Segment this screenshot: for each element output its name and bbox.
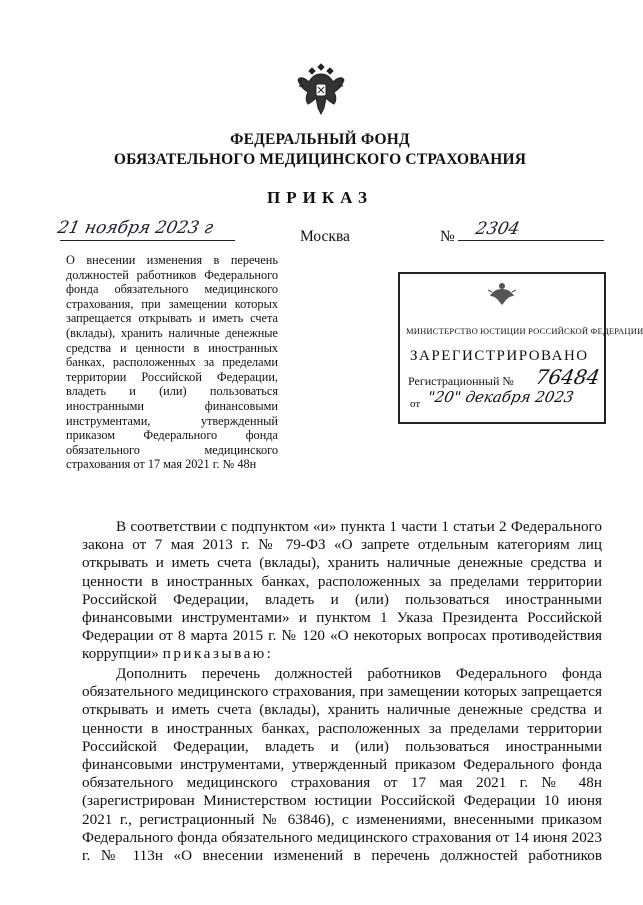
order-subject: О внесении изменения в перечень должностей работников Федерального фонда обязательного медицинского страхования, при замещении которых запрещается открывать и иметь счета (вклады), хранить наличные денежные средства и ценности в иностранных банках, расположенных за пределами территории Российской Федерации, владеть и (или) пользоваться иностранными финансовыми инструментами, утвержденный приказом Федерального фонда обязательного медицинского страхования от 17 мая 2021 г. № 48н [66, 253, 278, 472]
stamp-registered-label: ЗАРЕГИСТРИРОВАНО [410, 348, 589, 364]
body-paragraph-1 [82, 518, 602, 664]
org-name-line2: ОБЯЗАТЕЛЬНОГО МЕДИЦИНСКОГО СТРАХОВАНИЯ [113, 151, 527, 168]
document-type-title: ПРИКАЗ [267, 188, 373, 207]
stamp-emblem-icon [484, 280, 520, 306]
stamp-ministry-line: МИНИСТЕРСТВО ЮСТИЦИИ РОССИЙСКОЙ ФЕДЕРАЦИИ [406, 326, 643, 336]
org-name-line1: ФЕДЕРАЛЬНЫЙ ФОНД [230, 131, 410, 148]
number-sign: № [440, 228, 455, 245]
handwritten-date: 21 ноября 2023 г [55, 218, 216, 238]
date-underline [60, 240, 235, 241]
stamp-date-handwritten: "20" декабря 2023 [426, 388, 576, 406]
number-underline [458, 240, 604, 241]
order-directive-word: приказываю: [162, 645, 274, 663]
state-emblem-icon [296, 60, 346, 118]
body-paragraph-1-text: В соответствии с подпунктом «и» пункта 1 части 1 статьи 2 Федерального закона от 7 мая 2013 г. № 79-ФЗ «О запрете отдельным категориям лиц открывать и иметь счета (вклады), хранить наличные денежные средства и ценности в иностранных банках, расположенных за пределами территории Российской Федерации, владеть и (или) пользоваться иностранными финансовыми инструментами» и пунктом 1 Указа Президента Российской Федерации от 8 марта 2015 г. № 120 «О некоторых вопросах противодействия коррупции» [82, 518, 602, 663]
stamp-regnum-label: Регистрационный № [408, 374, 514, 388]
handwritten-order-number: 2304 [473, 219, 522, 239]
stamp-date-label: от [410, 398, 421, 410]
stamp-regnum-handwritten: 76484 [533, 365, 602, 389]
body-paragraph-2: Дополнить перечень должностей работников Федерального фонда обязательного медицинского страхования, при замещении которых запрещается открывать и иметь счета (вклады), хранить наличные денежные средства и ценности в иностранных банках, расположенных за пределами территории Российской Федерации, владеть и (или) пользоваться иностранными финансовыми инструментами, утвержденный приказом Федерального фонда обязательного медицинского страхования от 17 мая 2021 г. № 48н (зарегистрирован Министерством юстиции Российской Федерации 10 июня 2021 г., регистрационный № 63846), с изменениями, внесенными приказом Федерального фонда обязательного медицинского страхования от 14 июня 2023 г. № 113н «О внесении изменений в перечень должностей работников [82, 665, 602, 865]
city-label: Москва [300, 228, 350, 245]
registration-stamp [398, 272, 643, 424]
